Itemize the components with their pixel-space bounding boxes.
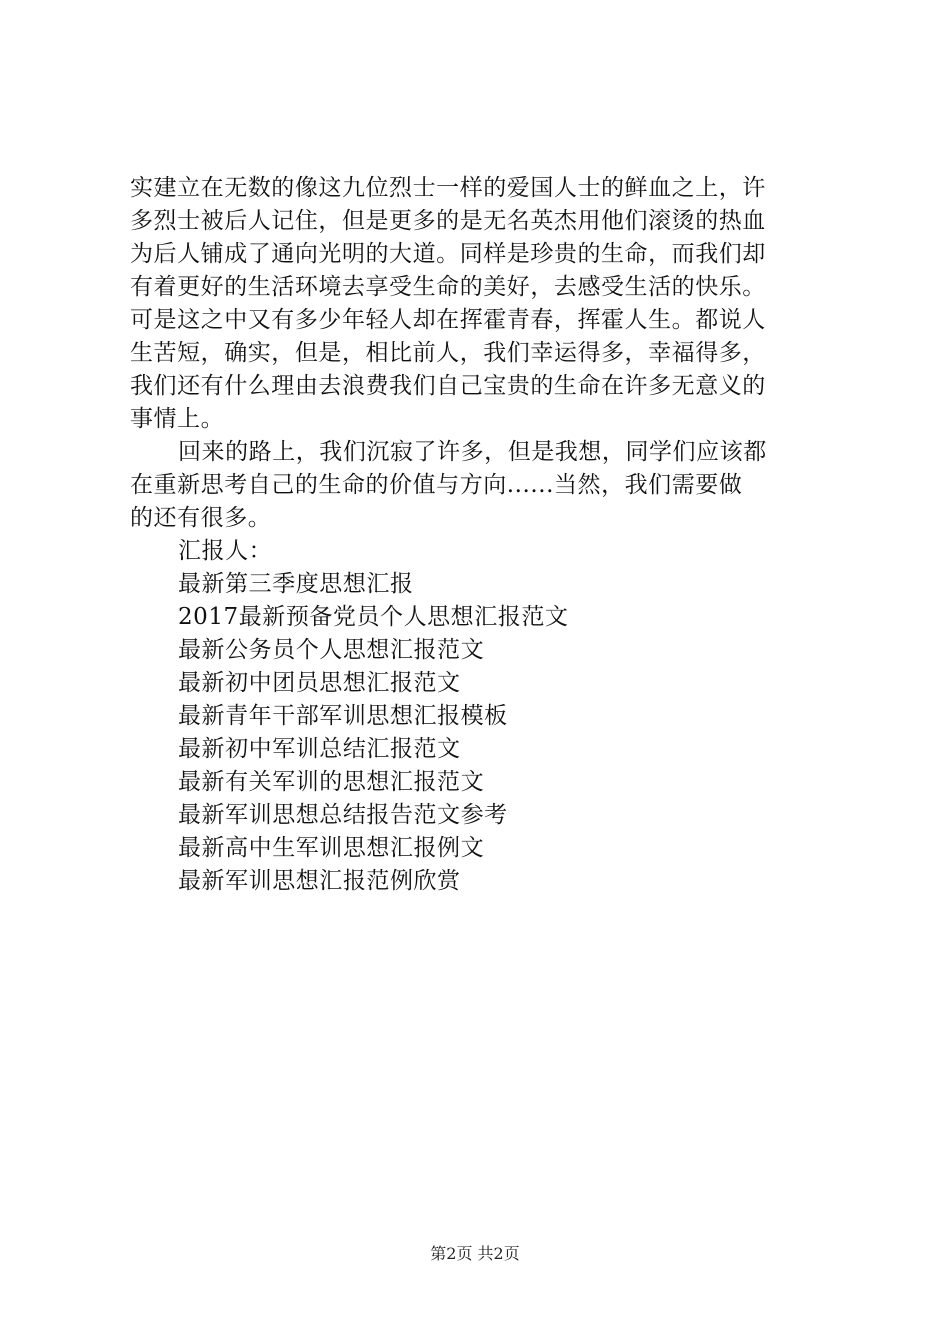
paragraph-line: 回来的路上，我们沉寂了许多，但是我想，同学们应该都	[178, 439, 767, 465]
paragraph-line: 有着更好的生活环境去享受生命的美好，去感受生活的快乐。	[130, 274, 766, 300]
paragraph-1	[130, 172, 830, 436]
related-title: 最新第三季度思想汇报	[178, 571, 414, 597]
related-title: 最新青年干部军训思想汇报模板	[178, 703, 508, 729]
paragraph-line: 可是这之中又有多少年轻人却在挥霍青春，挥霍人生。都说人	[130, 307, 766, 333]
related-title: 最新初中军训总结汇报范文	[178, 736, 461, 762]
related-title: 最新初中团员思想汇报范文	[178, 670, 461, 696]
related-title: 最新军训思想汇报范例欣赏	[178, 868, 461, 894]
related-title: 最新军训思想总结报告范文参考	[178, 802, 508, 828]
line-text: 实建立在无数的像这九位烈士一样的爱国人士的鲜血之上，许	[130, 175, 766, 201]
related-titles-list	[130, 568, 830, 898]
paragraph-line: 的还有很多。	[130, 505, 272, 531]
document-body	[130, 172, 830, 898]
paragraph-2	[130, 436, 830, 535]
paragraph-line: 我们还有什么理由去浪费我们自己宝贵的生命在许多无意义的	[130, 373, 766, 399]
related-title: 最新高中生军训思想汇报例文	[178, 835, 485, 861]
related-title: 最新有关军训的思想汇报范文	[178, 769, 485, 795]
paragraph-line: 多烈士被后人记住，但是更多的是无名英杰用他们滚烫的热血	[130, 208, 766, 234]
paragraph-line: 为后人铺成了通向光明的大道。同样是珍贵的生命，而我们却	[130, 241, 766, 267]
paragraph-line	[130, 172, 830, 205]
related-title: 2017最新预备党员个人思想汇报范文	[178, 604, 569, 630]
paragraph-line: 在重新思考自己的生命的价值与方向......当然，我们需要做	[130, 472, 743, 498]
reporter-label: 汇报人：	[178, 538, 273, 564]
paragraph-line: 生苦短，确实，但是，相比前人，我们幸运得多，幸福得多，	[130, 340, 766, 366]
paragraph-line: 事情上。	[130, 406, 225, 432]
page-number-footer: 第2页 共2页	[430, 1244, 520, 1263]
related-title: 最新公务员个人思想汇报范文	[178, 637, 485, 663]
